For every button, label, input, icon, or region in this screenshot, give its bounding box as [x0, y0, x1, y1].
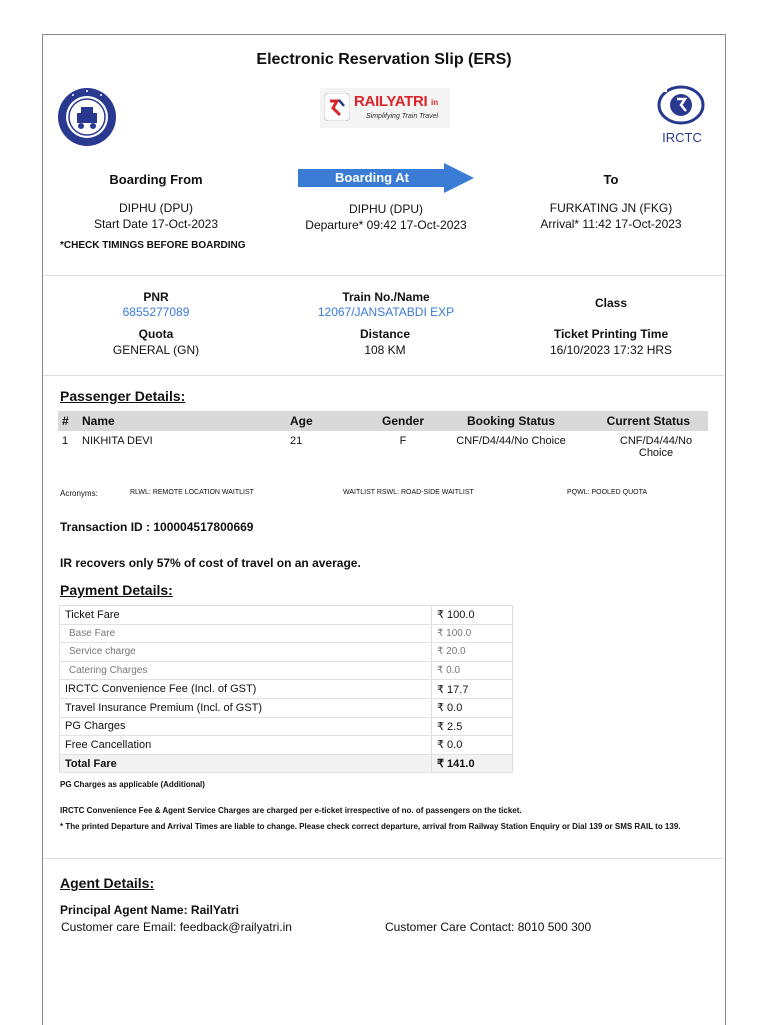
fare-amount: ₹ 20.0 — [432, 643, 513, 662]
col-header: Booking Status — [442, 411, 580, 431]
divider — [43, 858, 724, 859]
railyatri-mark-icon — [324, 93, 350, 121]
fare-amount: ₹ 100.0 — [432, 624, 513, 643]
fare-label: IRCTC Convenience Fee (Incl. of GST) — [60, 680, 432, 699]
fare-amount: ₹ 2.5 — [432, 717, 513, 736]
railyatri-tagline: Simplifying Train Travel — [366, 113, 439, 120]
train-label: Train No./Name — [342, 290, 430, 304]
fare-label: Base Fare — [60, 624, 432, 643]
pg-charges-note: PG Charges as applicable (Additional) — [60, 780, 205, 789]
table-row — [60, 624, 513, 643]
table-row — [60, 643, 513, 662]
class-label: Class — [594, 296, 628, 310]
acronyms-label: Acronyms: — [60, 489, 98, 498]
cell: 21 — [290, 435, 303, 447]
divider — [43, 375, 724, 376]
quota-value: GENERAL (GN) — [112, 343, 200, 357]
payment-heading: Payment Details: — [60, 582, 173, 598]
transaction-id: Transaction ID : 100004517800669 — [60, 520, 254, 534]
quota-label: Quota — [138, 327, 174, 341]
irctc-logo-text: IRCTC — [662, 130, 702, 145]
table-row — [60, 736, 513, 755]
table-row — [60, 661, 513, 680]
fare-label: Catering Charges — [60, 661, 432, 680]
col-header: Current Status — [580, 411, 708, 431]
print-time-value: 16/10/2023 17:32 HRS — [549, 343, 673, 357]
customer-care-contact[interactable]: Customer Care Contact: 8010 500 300 — [385, 920, 592, 934]
acronym-pqwl: PQWL: POOLED QUOTA — [567, 489, 647, 496]
cell: 1 — [62, 435, 69, 447]
passenger-table — [58, 411, 708, 463]
irctc-logo-icon — [655, 83, 707, 125]
cell: F — [399, 435, 407, 447]
cell: NIKHITA DEVI — [82, 435, 153, 447]
fare-amount: ₹ 100.0 — [432, 606, 513, 625]
fare-label: Service charge — [60, 643, 432, 662]
passenger-table-header — [58, 411, 708, 431]
indian-railways-logo — [57, 87, 117, 147]
railyatri-brand-suffix: in — [431, 98, 439, 107]
arrival-time: Arrival* 11:42 17-Oct-2023 — [540, 217, 682, 231]
customer-care-email[interactable]: Customer care Email: feedback@railyatri.in — [61, 920, 292, 934]
boarding-from-station: DIPHU (DPU) — [119, 201, 193, 215]
fare-label: Travel Insurance Premium (Incl. of GST) — [60, 698, 432, 717]
col-header: Gender — [364, 411, 442, 431]
boarding-from-label: Boarding From — [109, 172, 203, 187]
fare-label: Free Cancellation — [60, 736, 432, 755]
timing-change-note: * The printed Departure and Arrival Times are liable to change. Please check correct departure, arrival from Railway Station Enquiry or Dial 139 or SMS RAIL to 139. — [60, 822, 681, 831]
boarding-at-station: DIPHU (DPU) — [349, 202, 423, 216]
print-time-label: Ticket Printing Time — [553, 327, 669, 341]
col-header: Age — [286, 411, 364, 431]
fare-label: Ticket Fare — [60, 606, 432, 625]
table-row — [60, 680, 513, 699]
fare-label: Total Fare — [60, 754, 432, 773]
divider — [43, 275, 724, 276]
fare-amount: ₹ 0.0 — [432, 661, 513, 680]
distance-label: Distance — [359, 327, 411, 341]
fare-label: PG Charges — [60, 717, 432, 736]
pnr-value[interactable]: 6855277089 — [122, 305, 190, 319]
fare-amount: ₹ 0.0 — [432, 736, 513, 755]
cell: CNF/D4/44/No Choice — [456, 435, 566, 447]
train-value[interactable]: 12067/JANSATABDI EXP — [317, 305, 455, 319]
recovery-note: IR recovers only 57% of cost of travel on an average. — [60, 556, 361, 570]
table-row — [60, 606, 513, 625]
fare-amount: ₹ 17.7 — [432, 680, 513, 699]
railyatri-logo — [320, 88, 450, 128]
acronym-rlwl: RLWL: REMOTE LOCATION WAITLIST — [130, 489, 254, 496]
page-title: Electronic Reservation Slip (ERS) — [256, 51, 512, 68]
railyatri-brand: RAILYATRI — [354, 93, 428, 110]
agent-heading: Agent Details: — [60, 875, 155, 891]
pnr-label: PNR — [143, 290, 169, 304]
table-row — [58, 431, 708, 463]
table-row — [60, 717, 513, 736]
col-header: Name — [78, 411, 286, 431]
to-station: FURKATING JN (FKG) — [549, 201, 673, 215]
passenger-heading: Passenger Details: — [60, 388, 186, 404]
payment-table — [59, 605, 513, 773]
to-label: To — [603, 172, 619, 187]
distance-value: 108 KM — [364, 343, 406, 357]
principal-agent: Principal Agent Name: RailYatri — [60, 903, 239, 917]
departure-time: Departure* 09:42 17-Oct-2023 — [305, 218, 467, 232]
total-row — [60, 754, 513, 773]
acronym-rswl: WAITLIST RSWL: ROAD-SIDE WAITLIST — [343, 489, 474, 496]
cell: CNF/D4/44/No Choice — [619, 435, 693, 459]
col-header: # — [58, 411, 78, 431]
table-row — [60, 698, 513, 717]
check-timings-note: *CHECK TIMINGS BEFORE BOARDING — [60, 240, 246, 251]
fare-amount: ₹ 0.0 — [432, 698, 513, 717]
fare-amount: ₹ 141.0 — [432, 754, 513, 773]
convenience-fee-note: IRCTC Convenience Fee & Agent Service Charges are charged per e-ticket irrespective of no. of passengers on the ticket. — [60, 806, 522, 815]
boarding-at-label: Boarding At — [335, 170, 409, 185]
start-date: Start Date 17-Oct-2023 — [93, 217, 219, 231]
